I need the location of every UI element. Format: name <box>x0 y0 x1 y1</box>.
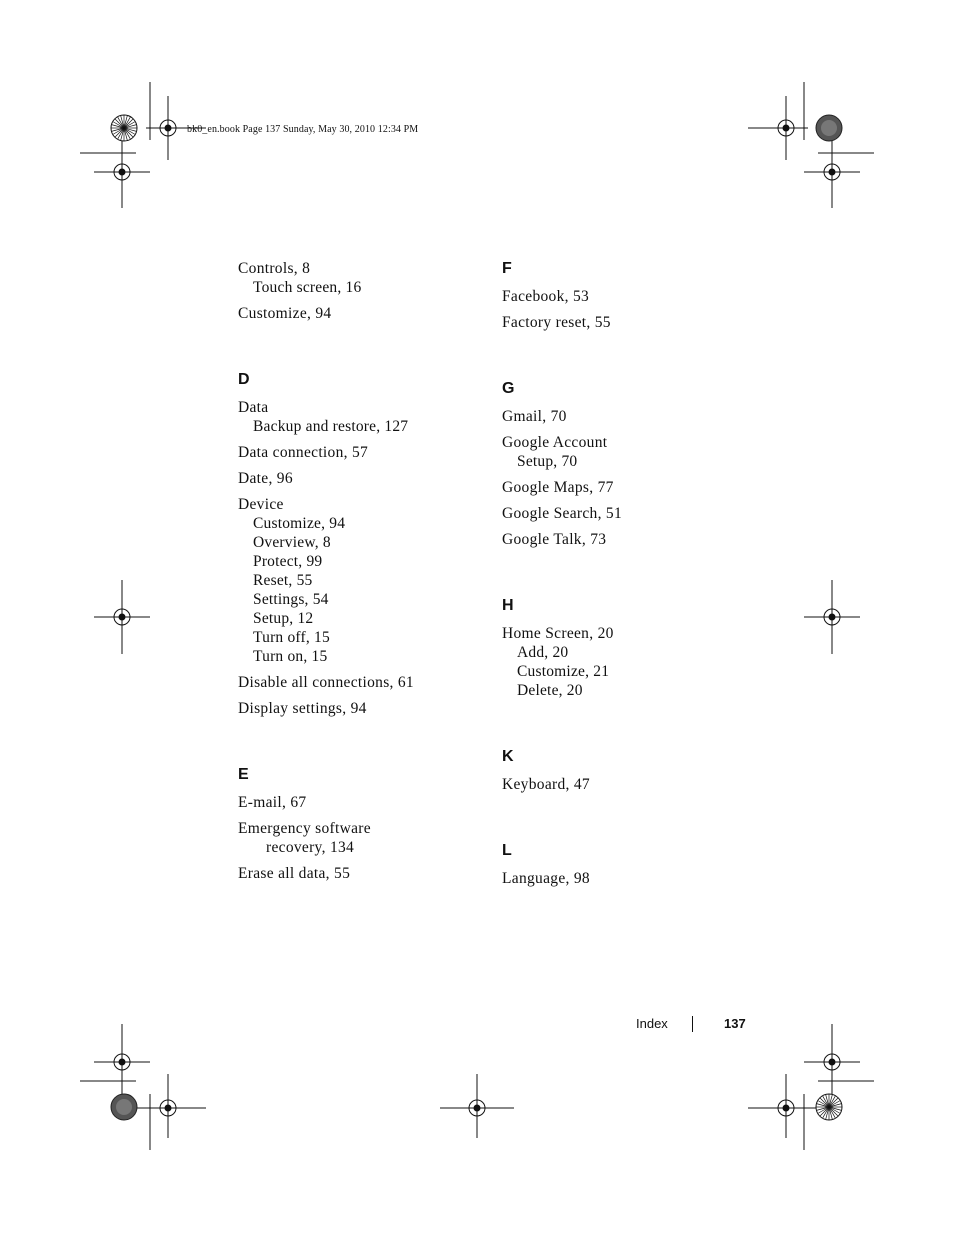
index-term: Controls, 8 <box>238 260 311 277</box>
index-subentry: Turn off, 15 <box>253 629 330 646</box>
index-entry <box>238 495 478 666</box>
index-subentry: Customize, 94 <box>253 515 346 532</box>
registration-mark <box>804 136 860 208</box>
index-term: Date, 96 <box>238 470 293 487</box>
section-gap <box>502 339 742 379</box>
index-subentry: Customize, 21 <box>517 663 610 680</box>
index-entry <box>502 504 742 523</box>
index-term: Google Talk, 73 <box>502 531 607 548</box>
index-term: Keyboard, 47 <box>502 776 590 793</box>
index-entry <box>238 398 478 436</box>
index-subentry: Backup and restore, 127 <box>253 418 409 435</box>
index-term-continuation: recovery, 134 <box>266 839 355 856</box>
index-entry <box>238 793 478 812</box>
index-subentry: Add, 20 <box>517 644 569 661</box>
index-entry <box>238 673 478 692</box>
section-letter: E <box>238 766 249 783</box>
index-entry <box>238 864 478 883</box>
index-term: Google Maps, 77 <box>502 479 614 496</box>
section-letter: G <box>502 380 515 397</box>
section-letter: L <box>502 842 512 859</box>
index-entry <box>238 469 478 488</box>
section-letter: D <box>238 371 250 388</box>
registration-mark <box>94 1024 150 1098</box>
registration-mark <box>804 580 860 654</box>
index-term: Emergency software <box>238 820 371 837</box>
registration-mark <box>804 1024 860 1098</box>
section-gap <box>502 707 742 747</box>
index-entry <box>502 407 742 426</box>
gray-target-icon <box>111 1094 137 1120</box>
index-entry <box>502 869 742 888</box>
section-gap <box>238 725 478 765</box>
footer-section-label: Index <box>636 1016 668 1031</box>
star-target-icon <box>816 1094 842 1120</box>
index-term: Customize, 94 <box>238 305 332 322</box>
index-subentry: Reset, 55 <box>253 572 313 589</box>
index-entry <box>238 443 478 462</box>
index-subentry: Setup, 70 <box>517 453 578 470</box>
star-target-icon <box>111 115 137 141</box>
index-term: E-mail, 67 <box>238 794 307 811</box>
registration-mark <box>130 1074 206 1138</box>
index-subentry: Setup, 12 <box>253 610 314 627</box>
page-number: 137 <box>724 1016 746 1031</box>
index-term: Gmail, 70 <box>502 408 567 425</box>
index-term: Data connection, 57 <box>238 444 369 461</box>
footer-separator <box>692 1016 693 1032</box>
registration-mark <box>748 96 808 160</box>
index-entry <box>238 259 478 297</box>
index-entry <box>502 433 742 471</box>
index-section <box>502 596 742 700</box>
registration-mark <box>94 136 150 208</box>
index-section <box>502 747 742 794</box>
index-term: Google Search, 51 <box>502 505 623 522</box>
index-section <box>238 370 478 718</box>
index-right-column <box>502 259 742 895</box>
index-subentry: Delete, 20 <box>517 682 583 699</box>
index-subentry: Touch screen, 16 <box>253 279 362 296</box>
page-header: bk0_en.book Page 137 Sunday, May 30, 2010 12:34 PM <box>187 124 419 135</box>
index-term: Factory reset, 55 <box>502 314 611 331</box>
index-entry <box>502 313 742 332</box>
index-subentry: Protect, 99 <box>253 553 323 570</box>
index-subentry: Turn on, 15 <box>253 648 328 665</box>
index-term: Google Account <box>502 434 608 451</box>
index-term: Facebook, 53 <box>502 288 590 305</box>
index-term: Data <box>238 399 269 416</box>
index-section <box>502 841 742 888</box>
index-term: Language, 98 <box>502 870 590 887</box>
index-section <box>238 765 478 883</box>
index-term: Display settings, 94 <box>238 700 367 717</box>
index-term: Device <box>238 496 284 513</box>
index-term: Erase all data, 55 <box>238 865 351 882</box>
index-section <box>238 259 478 323</box>
registration-mark <box>748 1074 824 1138</box>
index-term: Disable all connections, 61 <box>238 674 414 691</box>
index-subentry: Settings, 54 <box>253 591 329 608</box>
section-gap <box>502 556 742 596</box>
index-entry <box>238 819 478 857</box>
index-entry <box>502 287 742 306</box>
index-term: Home Screen, 20 <box>502 625 614 642</box>
section-letter: F <box>502 260 512 277</box>
index-entry <box>238 699 478 718</box>
section-gap <box>238 330 478 370</box>
section-letter: H <box>502 597 514 614</box>
index-section <box>502 259 742 332</box>
index-entry <box>502 478 742 497</box>
section-gap <box>502 801 742 841</box>
index-entry <box>502 775 742 794</box>
section-letter: K <box>502 748 514 765</box>
index-entry <box>502 530 742 549</box>
index-section <box>502 379 742 549</box>
registration-mark <box>94 580 150 654</box>
index-left-column <box>238 259 478 890</box>
index-entry <box>502 624 742 700</box>
gray-target-icon <box>816 115 842 141</box>
index-subentry: Overview, 8 <box>253 534 331 551</box>
registration-mark <box>440 1074 514 1138</box>
index-entry <box>238 304 478 323</box>
